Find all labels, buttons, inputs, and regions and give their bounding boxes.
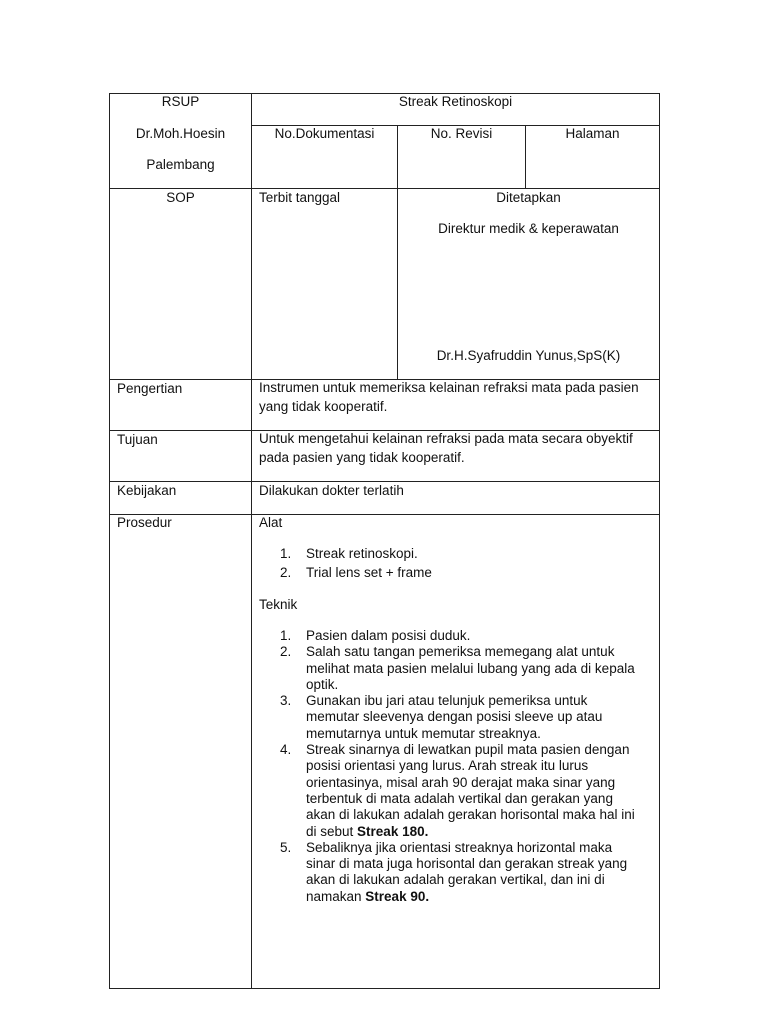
list-item	[260, 565, 655, 581]
list-line: Pasien dalam posisi duduk.	[306, 628, 471, 643]
prosedur-label: Prosedur	[117, 515, 172, 530]
list-line: Sebaliknya jika orientasi streaknya horizontal maka	[306, 839, 613, 855]
list-item	[260, 840, 655, 905]
tujuan-text: Untuk mengetahui kelainan refraksi pada mata secara obyektif pada pasien yang tidak kooperatif.	[259, 431, 633, 465]
list-line: optik.	[306, 676, 339, 692]
pengertian-text: Instrumen untuk memeriksa kelainan refraksi mata pada pasien yang tidak kooperatif.	[259, 380, 639, 414]
column-divider	[251, 93, 252, 989]
doc-no-label: No.Dokumentasi	[274, 126, 375, 141]
approver-title: Direktur medik & keperawatan	[438, 221, 619, 236]
list-line: Gunakan ibu jari atau telunjuk pemeriksa untuk	[306, 693, 588, 709]
emphasis-text: Streak 180.	[357, 823, 429, 839]
column-divider	[397, 125, 398, 380]
list-line: memutar sleevenya dengan posisi sleeve up atau	[306, 709, 603, 725]
row-divider	[109, 188, 660, 189]
list-line: Salah satu tangan pemeriksa memegang alat untuk	[306, 644, 615, 660]
list-number: 1.	[280, 628, 292, 643]
list-line: posisi orientasi yang lurus. Arah streak itu lurus	[306, 758, 589, 774]
list-number: 2.	[280, 565, 292, 581]
page-label: Halaman	[565, 126, 620, 141]
list-text: Trial lens set + frame	[306, 565, 432, 581]
list-number: 5.	[280, 839, 292, 855]
list-item	[260, 546, 655, 562]
list-number: 4.	[280, 742, 292, 758]
tujuan-label: Tujuan	[117, 432, 158, 447]
list-line: akan di lakukan adalah gerakan vertikal, dan ini di	[306, 872, 605, 888]
list-number: 2.	[280, 644, 292, 660]
pengertian-label: Pengertian	[117, 381, 183, 396]
revision-label: No. Revisi	[430, 126, 493, 141]
table-border-left	[109, 93, 110, 989]
table-border-bottom	[109, 988, 660, 989]
list-item	[260, 742, 655, 840]
teknik-list	[260, 628, 655, 905]
line-prefix: namakan	[306, 888, 366, 904]
approver-name: Dr.H.Syafruddin Yunus,SpS(K)	[436, 348, 621, 363]
list-number: 3.	[280, 693, 292, 709]
list-line: terbentuk di mata adalah vertikal dan gerakan yang	[306, 790, 613, 806]
kebijakan-label: Kebijakan	[117, 483, 177, 498]
list-line	[306, 824, 655, 840]
row-divider	[109, 481, 660, 482]
row-divider	[109, 514, 660, 515]
list-line: akan di lakukan adalah gerakan horisontal maka hal ini	[306, 807, 635, 823]
list-line: orientasinya, misal arah 90 derajat maka sinar yang	[306, 774, 616, 790]
table-border-right	[659, 93, 660, 989]
list-item	[260, 644, 655, 693]
list-text: Streak retinoskopi.	[306, 546, 418, 561]
org-line-3: Palembang	[146, 157, 215, 172]
list-line: Streak sinarnya di lewatkan pupil mata pasien dengan	[306, 742, 630, 758]
list-line	[306, 889, 655, 905]
list-item	[260, 693, 655, 742]
org-line-2: Dr.Moh.Hoesin	[135, 126, 226, 141]
teknik-heading: Teknik	[259, 597, 298, 612]
list-line: melihat mata pasien melalui lubang yang ada di kepala	[306, 660, 635, 676]
org-line-1: RSUP	[161, 94, 200, 109]
list-line: memutarnya untuk memutar streaknya.	[306, 725, 541, 741]
sop-label: SOP	[166, 190, 195, 205]
emphasis-text: Streak 90.	[365, 888, 430, 904]
kebijakan-text: Dilakukan dokter terlatih	[259, 483, 404, 498]
line-prefix: di sebut	[306, 823, 358, 839]
alat-list	[260, 546, 655, 582]
issued-date-label: Terbit tanggal	[259, 190, 341, 205]
alat-heading: Alat	[259, 515, 283, 530]
approved-label: Ditetapkan	[496, 190, 561, 205]
list-number: 1.	[280, 546, 292, 561]
document-title: Streak Retinoskopi	[398, 94, 513, 109]
list-line: sinar di mata juga horisontal dan gerakan streak yang	[306, 856, 628, 872]
list-item	[260, 628, 655, 644]
